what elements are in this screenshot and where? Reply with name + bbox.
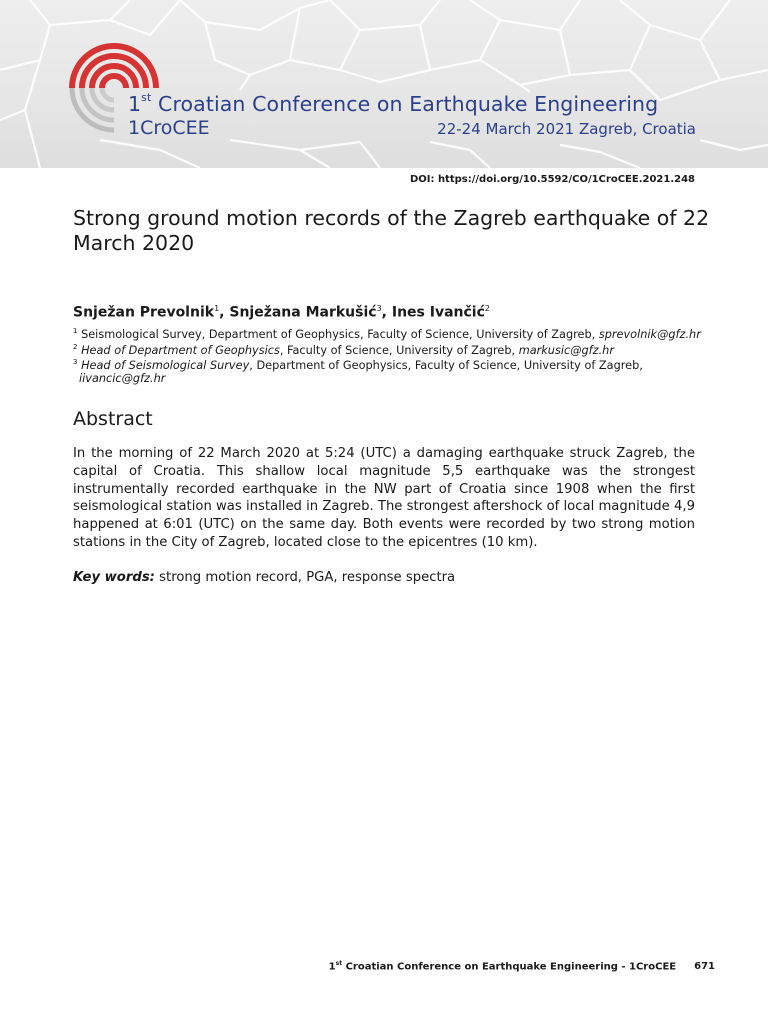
abstract-text: In the morning of 22 March 2020 at 5:24 (UTC) a damaging earthquake struck Zagreb, the capital of Croatia. This shallow local magnitude 5,5 earthquake was the strongest instrumentally recorded earthquake in the NW part of Croatia since 1908 when the first seismological station was installed in Zagreb. The strongest aftershock of local magnitude 4,9 happened at 6:01 (UTC) on the same day. Both events were recorded by two strong motion stations in the City of Zagreb, located close to the epicentres (10 km). bbox=[73, 446, 695, 550]
affiliation-email[interactable]: sprevolnik@gfz.hr bbox=[598, 327, 701, 341]
author-name: Snježan Prevolnik bbox=[73, 304, 215, 321]
affiliation-email[interactable]: markusic@gfz.hr bbox=[518, 343, 614, 357]
conference-dates: 22-24 March 2021 Zagreb, Croatia bbox=[437, 120, 696, 138]
affiliation-role: Head of Department of Geophysics bbox=[81, 343, 280, 357]
author-affiliation-mark: 1 bbox=[214, 304, 220, 313]
paper-title: Strong ground motion records of the Zagreb earthquake of 22 March 2020 bbox=[73, 206, 710, 255]
abstract-heading: Abstract bbox=[73, 408, 153, 430]
conference-name: Croatian Conference on Earthquake Engineering bbox=[158, 92, 659, 116]
author-name: Ines Ivančić bbox=[391, 304, 485, 321]
author-affiliation-mark: 2 bbox=[484, 304, 490, 313]
affiliation-mark: 2 bbox=[73, 343, 78, 351]
author-separator: , bbox=[219, 304, 230, 321]
author-list bbox=[73, 304, 490, 321]
author-separator: , bbox=[381, 304, 392, 321]
affiliation-text: Seismological Survey, Department of Geophysics, Faculty of Science, University of Zagreb, bbox=[81, 327, 599, 341]
page-footer bbox=[329, 960, 715, 972]
footer-ordinal: 1 bbox=[328, 961, 336, 973]
affiliation-role: Head of Seismological Survey bbox=[81, 358, 250, 372]
affiliation-email[interactable]: iivancic@gfz.hr bbox=[79, 372, 166, 385]
keywords-list: strong motion record, PGA, response spectra bbox=[159, 570, 456, 585]
doi-link[interactable]: DOI: https://doi.org/10.5592/CO/1CroCEE.2021.248 bbox=[409, 174, 695, 185]
author-name: Snježana Markušić bbox=[229, 304, 377, 321]
affiliation-mark: 3 bbox=[73, 358, 78, 366]
conference-banner bbox=[0, 0, 768, 168]
conference-ordinal: 1 bbox=[128, 92, 142, 116]
affiliation-text: , Department of Geophysics, Faculty of Science, University of Zagreb, bbox=[249, 358, 643, 372]
conference-title bbox=[128, 92, 658, 116]
conference-abbreviation: 1CroCEE bbox=[128, 117, 210, 139]
footer-ordinal-suffix: st bbox=[335, 960, 343, 967]
author-affiliation-mark: 3 bbox=[376, 304, 382, 313]
footer-conference: Croatian Conference on Earthquake Engineering - 1CroCEE bbox=[345, 961, 677, 973]
affiliation-3-email-line bbox=[79, 371, 709, 387]
keywords bbox=[73, 570, 455, 585]
affiliation-mark: 1 bbox=[73, 327, 78, 335]
page-number: 671 bbox=[694, 961, 715, 973]
conference-ordinal-suffix: st bbox=[141, 91, 152, 105]
affiliation-text: , Faculty of Science, University of Zagreb, bbox=[279, 343, 519, 357]
keywords-label: Key words: bbox=[73, 570, 155, 585]
